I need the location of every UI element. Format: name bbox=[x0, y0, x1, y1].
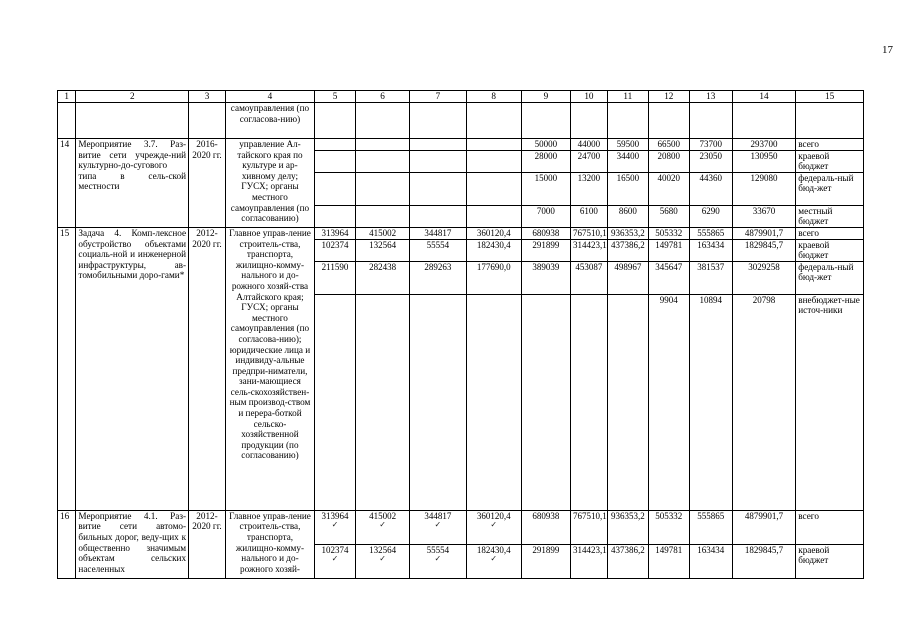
value-cell: 132564 bbox=[355, 239, 409, 261]
value-cell: 73700 bbox=[689, 139, 732, 151]
value-cell: 415002 bbox=[355, 227, 409, 239]
value-cell bbox=[315, 205, 356, 227]
row-number: 16 bbox=[58, 510, 76, 578]
value-cell: 314423,1 bbox=[571, 544, 608, 578]
value-cell: 505332 bbox=[648, 227, 689, 239]
value-cell: 498967 bbox=[607, 261, 648, 294]
value-cell: 163434 bbox=[689, 239, 732, 261]
value-cell: 6290 bbox=[689, 205, 732, 227]
value-text: 132564 bbox=[369, 544, 397, 555]
value-cell bbox=[466, 139, 521, 151]
value-cell bbox=[355, 294, 409, 510]
period-cell: 2016-2020 гг. bbox=[189, 139, 226, 228]
value-cell bbox=[410, 172, 466, 205]
header-cell: 10 bbox=[571, 91, 608, 103]
value-text: 344817 bbox=[424, 510, 452, 521]
value-cell: 102374 bbox=[315, 239, 356, 261]
value-cell: 389039 bbox=[521, 261, 570, 294]
value-cell: 680938 bbox=[521, 510, 570, 544]
value-cell: 293700 bbox=[732, 139, 795, 151]
value-cell: 3029258 bbox=[732, 261, 795, 294]
value-cell: 16500 bbox=[607, 172, 648, 205]
value-cell: 23050 bbox=[689, 150, 732, 172]
value-cell bbox=[410, 294, 466, 510]
value-cell bbox=[410, 139, 466, 151]
header-cell: 5 bbox=[315, 91, 356, 103]
value-cell bbox=[315, 172, 356, 205]
responsible-cell: управление Ал-тайского края по культуре и ар-хивному делу; ГУСХ; органы местного самоуправления (по согласованию) bbox=[225, 139, 314, 228]
value-cell: 130950 bbox=[732, 150, 795, 172]
value-cell: 129080 bbox=[732, 172, 795, 205]
value-cell: 177690,0 bbox=[466, 261, 521, 294]
value-cell: 313964 bbox=[315, 227, 356, 239]
value-cell: 505332 bbox=[648, 510, 689, 544]
funding-source: всего bbox=[796, 510, 864, 544]
measure-name: Мероприятие 3.7. Раз-витие сети учрежде-ний культурно-до-сугового типа в сель-ской местности bbox=[76, 139, 189, 228]
value-cell bbox=[315, 294, 356, 510]
value-cell: 15000 bbox=[521, 172, 570, 205]
page-number: 17 bbox=[882, 44, 893, 56]
header-cell: 8 bbox=[466, 91, 521, 103]
value-cell: 20798 bbox=[732, 294, 795, 510]
header-cell: 12 bbox=[648, 91, 689, 103]
value-cell bbox=[571, 294, 608, 510]
value-cell: 555865 bbox=[689, 510, 732, 544]
value-cell: 360120,4 bbox=[466, 227, 521, 239]
value-cell: 555865 bbox=[689, 227, 732, 239]
check-mark-icon: ✓ bbox=[379, 520, 386, 530]
value-cell bbox=[410, 205, 466, 227]
period-cell: 2012-2020 гг. bbox=[189, 227, 226, 510]
measure-name: Мероприятие 4.1. Раз-витие сети автомо-бильных дорог, веду-щих к общественно значимым объектам сельских населенных bbox=[76, 510, 189, 578]
check-mark-icon: ✓ bbox=[490, 554, 498, 564]
value-cell: 50000 bbox=[521, 139, 570, 151]
value-cell bbox=[466, 150, 521, 172]
table-row-14 bbox=[58, 139, 864, 151]
check-mark-icon: ✓ bbox=[490, 520, 498, 530]
table-row-15 bbox=[58, 227, 864, 239]
value-cell bbox=[466, 544, 521, 578]
value-cell: 680938 bbox=[521, 227, 570, 239]
value-cell: 453087 bbox=[571, 261, 608, 294]
value-cell: 8600 bbox=[607, 205, 648, 227]
value-cell: 182430,4 bbox=[466, 239, 521, 261]
value-cell: 289263 bbox=[410, 261, 466, 294]
value-cell: 5680 bbox=[648, 205, 689, 227]
value-text: 313964 bbox=[321, 510, 349, 521]
value-cell: 211590 bbox=[315, 261, 356, 294]
value-cell bbox=[410, 150, 466, 172]
header-cell: 14 bbox=[732, 91, 795, 103]
value-cell: 936353,2 bbox=[607, 227, 648, 239]
check-mark-icon: ✓ bbox=[434, 520, 442, 530]
value-cell: 33670 bbox=[732, 205, 795, 227]
value-cell bbox=[521, 294, 570, 510]
value-cell bbox=[466, 510, 521, 544]
value-cell: 936353,2 bbox=[607, 510, 648, 544]
value-cell bbox=[466, 172, 521, 205]
header-cell: 6 bbox=[355, 91, 409, 103]
value-cell: 4879901,7 bbox=[732, 510, 795, 544]
header-cell: 3 bbox=[189, 91, 226, 103]
value-cell bbox=[466, 205, 521, 227]
value-cell bbox=[355, 172, 409, 205]
value-cell: 1829845,7 bbox=[732, 544, 795, 578]
value-text: 415002 bbox=[369, 510, 397, 521]
funding-source: федераль-ный бюд-жет bbox=[796, 261, 864, 294]
funding-source: федераль-ный бюд-жет bbox=[796, 172, 864, 205]
value-cell: 4879901,7 bbox=[732, 227, 795, 239]
value-cell bbox=[315, 139, 356, 151]
value-cell: 437386,2 bbox=[607, 239, 648, 261]
table-row-16 bbox=[58, 510, 864, 544]
value-cell: 149781 bbox=[648, 544, 689, 578]
value-cell bbox=[355, 544, 409, 578]
funding-source: краевой бюджет bbox=[796, 544, 864, 578]
value-cell: 437386,2 bbox=[607, 544, 648, 578]
value-cell: 163434 bbox=[689, 544, 732, 578]
task-name: Задача 4. Комп-лексное обустройство объектами социаль-ной и инженерной инфраструктуры, ав-томобильными доро-гами* bbox=[76, 227, 189, 510]
value-cell: 55554 bbox=[410, 239, 466, 261]
value-cell: 10894 bbox=[689, 294, 732, 510]
value-cell bbox=[315, 544, 356, 578]
value-cell bbox=[355, 205, 409, 227]
responsible-cell: самоуправления (по согласова-нию) bbox=[225, 103, 314, 139]
funding-source: всего bbox=[796, 139, 864, 151]
check-mark-icon: ✓ bbox=[331, 554, 339, 564]
value-cell: 381537 bbox=[689, 261, 732, 294]
value-cell bbox=[410, 510, 466, 544]
header-cell: 4 bbox=[225, 91, 314, 103]
value-cell: 1829845,7 bbox=[732, 239, 795, 261]
value-cell: 291899 bbox=[521, 544, 570, 578]
value-cell: 44360 bbox=[689, 172, 732, 205]
value-cell: 13200 bbox=[571, 172, 608, 205]
header-cell: 9 bbox=[521, 91, 570, 103]
value-cell: 7000 bbox=[521, 205, 570, 227]
value-cell bbox=[355, 139, 409, 151]
funding-source: краевой бюджет bbox=[796, 150, 864, 172]
check-mark-icon: ✓ bbox=[331, 520, 339, 530]
responsible-cell: Главное управ-ление строитель-ства, транспорта, жилищно-комму-нального и до-рожного хозяй-ства Алтайского края; ГУСХ; органы местного самоуправления (по согласова-нию); юридические лица и индивиду-альные предпри-ниматели, зани-мающиеся сель-скохозяйствен-ным производ-ством и перера-боткой сельско-хозяйственной продукции (по согласованию) bbox=[225, 227, 314, 510]
header-cell: 13 bbox=[689, 91, 732, 103]
header-cell: 11 bbox=[607, 91, 648, 103]
header-cell: 15 bbox=[796, 91, 864, 103]
value-cell bbox=[410, 544, 466, 578]
value-cell: 24700 bbox=[571, 150, 608, 172]
value-cell bbox=[355, 150, 409, 172]
value-cell: 314423,1 bbox=[571, 239, 608, 261]
value-cell: 40020 bbox=[648, 172, 689, 205]
value-cell: 20800 bbox=[648, 150, 689, 172]
value-text: 102374 bbox=[321, 544, 349, 555]
funding-source: местный бюджет bbox=[796, 205, 864, 227]
check-mark-icon: ✓ bbox=[379, 554, 386, 564]
value-cell: 767510,1 bbox=[571, 510, 608, 544]
value-cell bbox=[315, 150, 356, 172]
responsible-cell: Главное управ-ление строитель-ства, транспорта, жилищно-комму-нального и до-рожного хозяй- bbox=[225, 510, 314, 578]
value-text: 55554 bbox=[426, 544, 450, 555]
value-text: 182430,4 bbox=[476, 544, 511, 555]
value-cell: 28000 bbox=[521, 150, 570, 172]
value-cell: 282438 bbox=[355, 261, 409, 294]
budget-table bbox=[57, 90, 864, 579]
check-mark-icon: ✓ bbox=[434, 554, 442, 564]
header-cell: 1 bbox=[58, 91, 76, 103]
value-cell bbox=[607, 294, 648, 510]
value-cell: 66500 bbox=[648, 139, 689, 151]
header-cell: 2 bbox=[76, 91, 189, 103]
funding-source: всего bbox=[796, 227, 864, 239]
value-cell: 6100 bbox=[571, 205, 608, 227]
row-number: 15 bbox=[58, 227, 76, 510]
value-text: 360120,4 bbox=[476, 510, 511, 521]
row-number: 14 bbox=[58, 139, 76, 228]
value-cell: 344817 bbox=[410, 227, 466, 239]
value-cell: 59500 bbox=[607, 139, 648, 151]
value-cell: 149781 bbox=[648, 239, 689, 261]
value-cell: 767510,1 bbox=[571, 227, 608, 239]
value-cell: 44000 bbox=[571, 139, 608, 151]
funding-source: внебюджет-ные источ-ники bbox=[796, 294, 864, 510]
value-cell bbox=[315, 510, 356, 544]
header-cell: 7 bbox=[410, 91, 466, 103]
value-cell bbox=[355, 510, 409, 544]
column-number-header bbox=[58, 91, 864, 103]
value-cell: 345647 bbox=[648, 261, 689, 294]
value-cell: 9904 bbox=[648, 294, 689, 510]
value-cell: 34400 bbox=[607, 150, 648, 172]
table-row-continuation bbox=[58, 103, 864, 139]
funding-source: краевой бюджет bbox=[796, 239, 864, 261]
value-cell bbox=[466, 294, 521, 510]
value-cell: 291899 bbox=[521, 239, 570, 261]
period-cell: 2012-2020 гг. bbox=[189, 510, 226, 578]
